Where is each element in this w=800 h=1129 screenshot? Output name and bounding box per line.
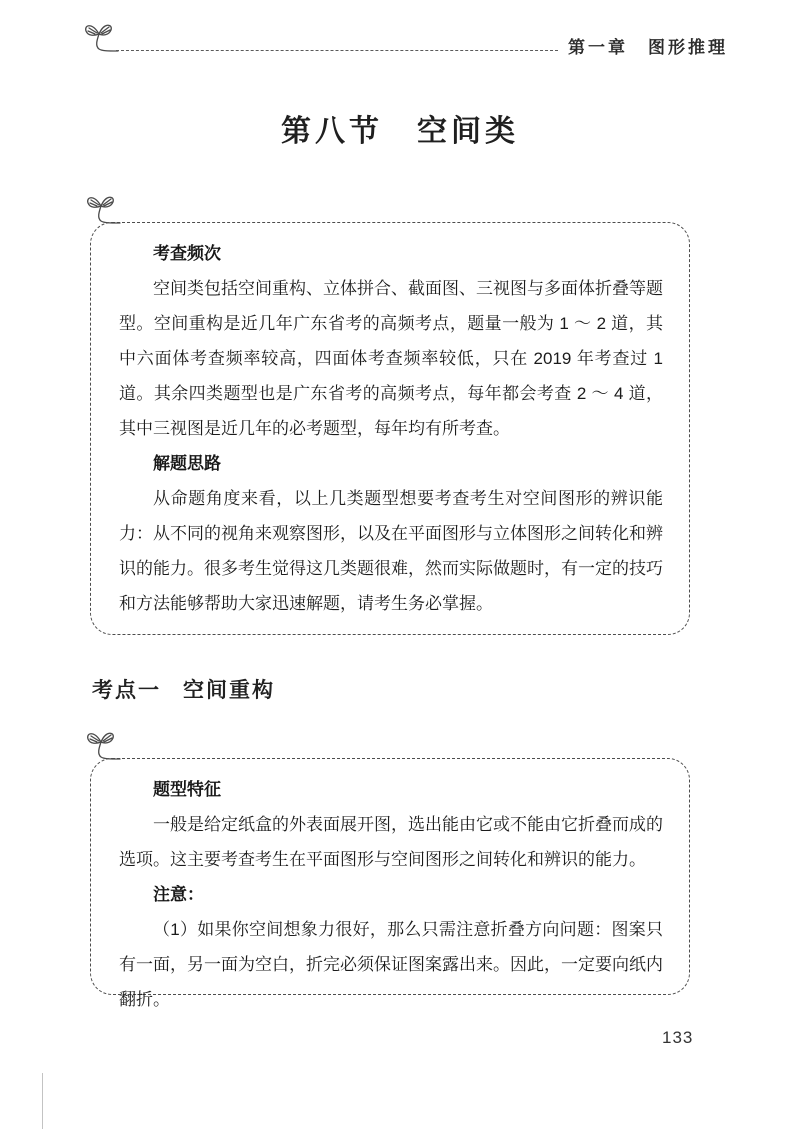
- sprout-icon: [82, 726, 122, 766]
- chapter-label: 第一章 图形推理: [568, 38, 728, 57]
- box-heading-note: 注意：: [153, 885, 204, 904]
- callout-question-features: [90, 758, 690, 1009]
- page-header: [80, 18, 728, 58]
- box-heading-approach: 解题思路: [153, 454, 221, 473]
- callout-body: [91, 223, 689, 621]
- keypoint-label: 考点一: [92, 679, 161, 702]
- box-heading-frequency: 考查频次: [153, 244, 221, 263]
- box-heading-features: 题型特征: [153, 780, 221, 799]
- scan-artifact-line: [42, 1073, 43, 1129]
- box-paragraph-frequency: 空间类包括空间重构、立体拼合、截面图、三视图与多面体折叠等题型。空间重构是近几年广东省考的高频考点，题量一般为 1 ～ 2 道，其中六面体考查频率较高，四面体考查频率较低，只在 2019 年考查过 1 道。其余四类题型也是广东省考的高频考点，每年都会考查 2 ～ 4 道，其中三视图是近几年的必考题型，每年均有所考查。: [119, 279, 663, 438]
- box-paragraph-features: 一般是给定纸盒的外表面展开图，选出能由它或不能由它折叠而成的选项。这主要考查考生在平面图形与空间图形之间转化和辨识的能力。: [119, 815, 663, 869]
- page-number: 133: [662, 1028, 694, 1047]
- sprout-icon: [80, 18, 120, 58]
- box-paragraph-approach: 从命题角度来看，以上几类题型想要考查考生对空间图形的辨识能力：从不同的视角来观察图形，以及在平面图形与立体图形之间转化和辨识的能力。很多考生觉得这几类题很难，然而实际做题时，有一定的技巧和方法能够帮助大家迅速解题，请考生务必掌握。: [119, 489, 663, 613]
- callout-exam-frequency: [90, 222, 690, 635]
- callout-body: [91, 759, 689, 1017]
- box-paragraph-note: （1）如果你空间想象力很好，那么只需注意折叠方向问题：图案只有一面，另一面为空白，折完必须保证图案露出来。因此，一定要向纸内翻折。: [119, 920, 663, 1009]
- section-heading-keypoint-1: [92, 674, 275, 704]
- keypoint-title: 空间重构: [183, 679, 275, 702]
- page-title: 第八节 空间类: [281, 115, 519, 148]
- header-rule: [116, 50, 558, 51]
- sprout-icon: [82, 190, 122, 230]
